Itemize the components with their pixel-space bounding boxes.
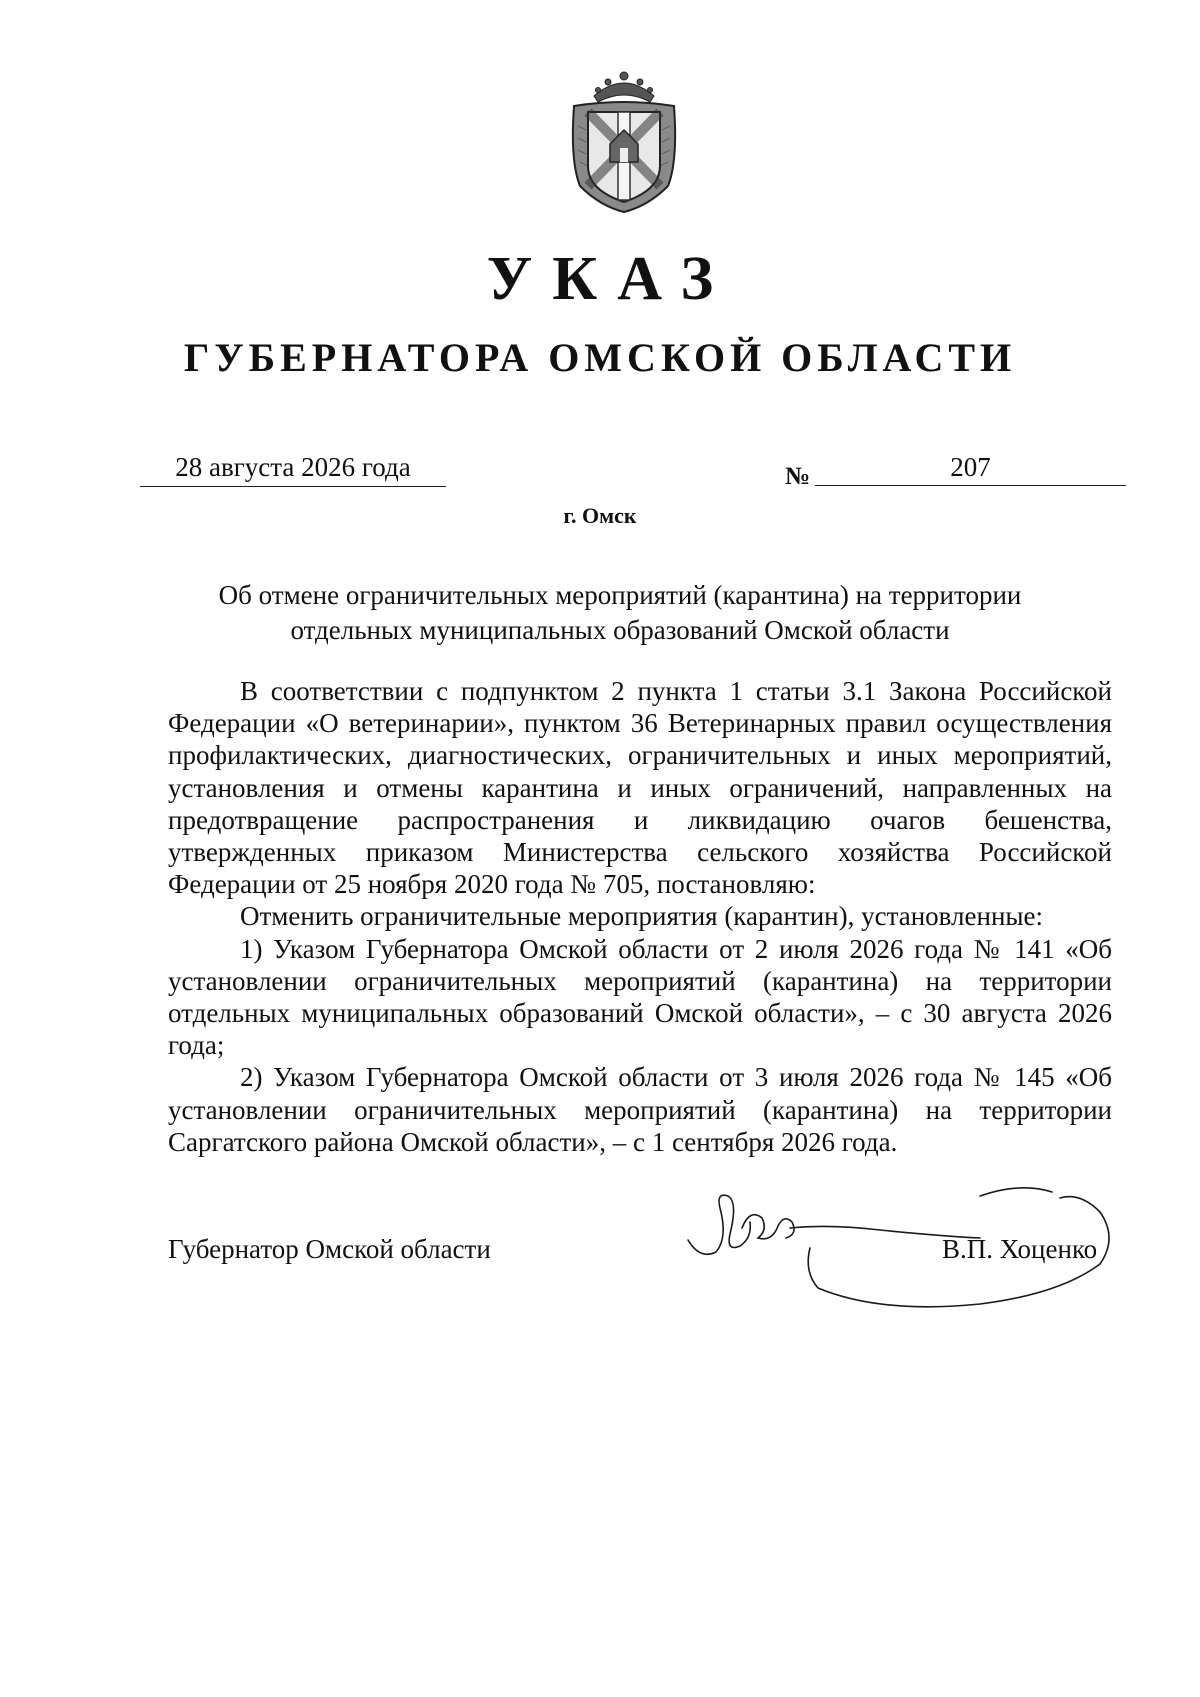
decree-date: 28 августа 2026 года bbox=[140, 450, 446, 487]
coat-of-arms-emblem bbox=[560, 66, 688, 216]
body-paragraph-item-1: 1) Указом Губернатора Омской области от 2 июля 2026 года № 141 «Об установлении ограничительных мероприятий (карантина) на территории отдельных муниципальных образований Омской области», – с 30 августа 2026 года; bbox=[168, 933, 1112, 1061]
body-paragraph-resolution: Отменить ограничительные мероприятия (карантин), установленные: bbox=[240, 901, 1044, 932]
document-title: УКАЗ bbox=[486, 245, 734, 313]
document-subtitle: ГУБЕРНАТОРА ОМСКОЙ ОБЛАСТИ bbox=[183, 335, 1017, 380]
signatory-name: В.П. Хоценко bbox=[942, 1234, 1098, 1264]
decree-heading-line-1: Об отмене ограничительных мероприятий (карантина) на территории bbox=[218, 580, 1022, 610]
decree-heading bbox=[160, 578, 1080, 648]
decree-body bbox=[168, 675, 1112, 1158]
decree-heading-line-2: отдельных муниципальных образований Омской области bbox=[290, 615, 950, 645]
decree-number: 207 bbox=[815, 450, 1126, 486]
decree-city: г. Омск bbox=[563, 503, 637, 528]
body-paragraph-item-2: 2) Указом Губернатора Омской области от 3 июля 2026 года № 145 «Об установлении ограничительных мероприятий (карантина) на территории Саргатского района Омской области», – с 1 сентября 2026 года. bbox=[168, 1062, 1112, 1157]
decree-number-label: № bbox=[785, 463, 811, 490]
signatory-position: Губернатор Омской области bbox=[168, 1234, 491, 1264]
body-paragraph-preamble: В соответствии с подпунктом 2 пункта 1 статьи 3.1 Закона Российской Федерации «О ветеринарии», пунктом 36 Ветеринарных правил осуществления профилактических, диагностических, ограничительных и иных мероприятий, установления и отмены карантина и иных ограничений, направленных на предотвращение распространения и ликвидацию очагов бешенства, утвержденных приказом Министерства сельского хозяйства Российской Федерации от 25 ноября 2020 года № 705, постановляю: bbox=[168, 676, 1112, 900]
